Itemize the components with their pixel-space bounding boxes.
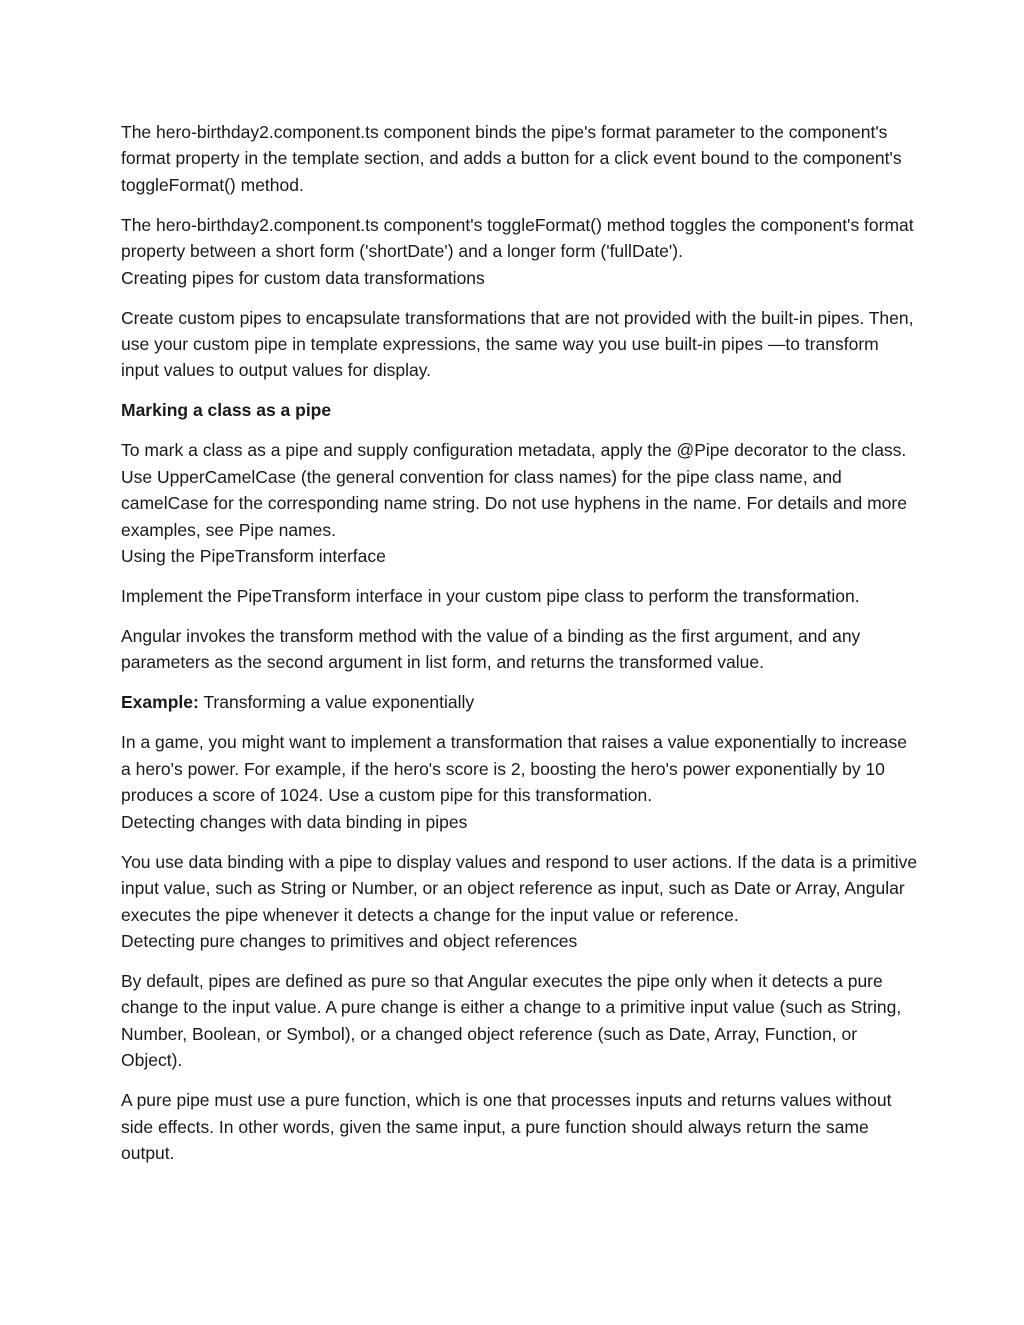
example-text: Transforming a value exponentially [198,692,475,713]
paragraph-pure-function: A pure pipe must use a pure function, which is one that processes inputs and returns values without side effects. In other words, given the same input, a pure function should always return the same output. [121,1090,892,1163]
example-line [121,689,921,715]
heading-detecting-changes: Detecting changes with data binding in pipes [121,811,468,832]
paragraph-implement-pipetransform: Implement the PipeTransform interface in your custom pipe class to perform the transformation. [121,586,860,607]
heading-pure-changes: Detecting pure changes to primitives and object references [121,930,578,951]
heading-pipetransform: Using the PipeTransform interface [121,546,386,567]
paragraph-transform-method: Angular invokes the transform method with the value of a binding as the first argument, and any parameters as the second argument in list form, and returns the transformed value. [121,626,861,673]
paragraph-create-custom-pipes: Create custom pipes to encapsulate transformations that are not provided with the built-in pipes. Then, use your custom pipe in template expressions, the same way you use built-in pipes —to transform input values to output values for display. [121,307,914,381]
paragraph-game-example: In a game, you might want to implement a transformation that raises a value exponentially to increase a hero's power. For example, if the hero's score is 2, boosting the hero's power exponentially by 10 produces a score of 1024. Use a custom pipe for this transformation. [121,732,907,806]
paragraph-data-binding: You use data binding with a pipe to display values and respond to user actions. If the data is a primitive input value, such as String or Number, or an object reference as input, such as Date or Array, Angular executes the pipe whenever it detects a change for the input value or reference. [121,851,918,925]
paragraph-pure-default: By default, pipes are defined as pure so that Angular executes the pipe only when it detects a pure change to the input value. A pure change is either a change to a primitive input value (such as String, Number, Boolean, or Symbol), or a changed object reference (such as Date, Array, Function, or Object). [121,970,902,1071]
document-page [121,119,921,1180]
example-label: Example: [121,692,199,713]
paragraph-pipe-decorator: To mark a class as a pipe and supply configuration metadata, apply the @Pipe decorator to the class. Use UpperCamelCase (the general convention for class names) for the pipe class name, and camelCase for the corresponding name string. Do not use hyphens in the name. For details and more examples, see Pipe names. [121,440,907,540]
paragraph-format-binding: The hero-birthday2.component.ts component binds the pipe's format parameter to the component's format property in the template section, and adds a button for a click event bound to the component's toggleFormat() method. [121,122,902,195]
heading-custom-pipes: Creating pipes for custom data transformations [121,267,485,288]
heading-marking-class [121,397,921,423]
heading-marking-class-text: Marking a class as a pipe [121,400,332,421]
paragraph-toggle-format: The hero-birthday2.component.ts component's toggleFormat() method toggles the component's format property between a short form ('shortDate') and a longer form ('fullDate'). [121,214,914,262]
